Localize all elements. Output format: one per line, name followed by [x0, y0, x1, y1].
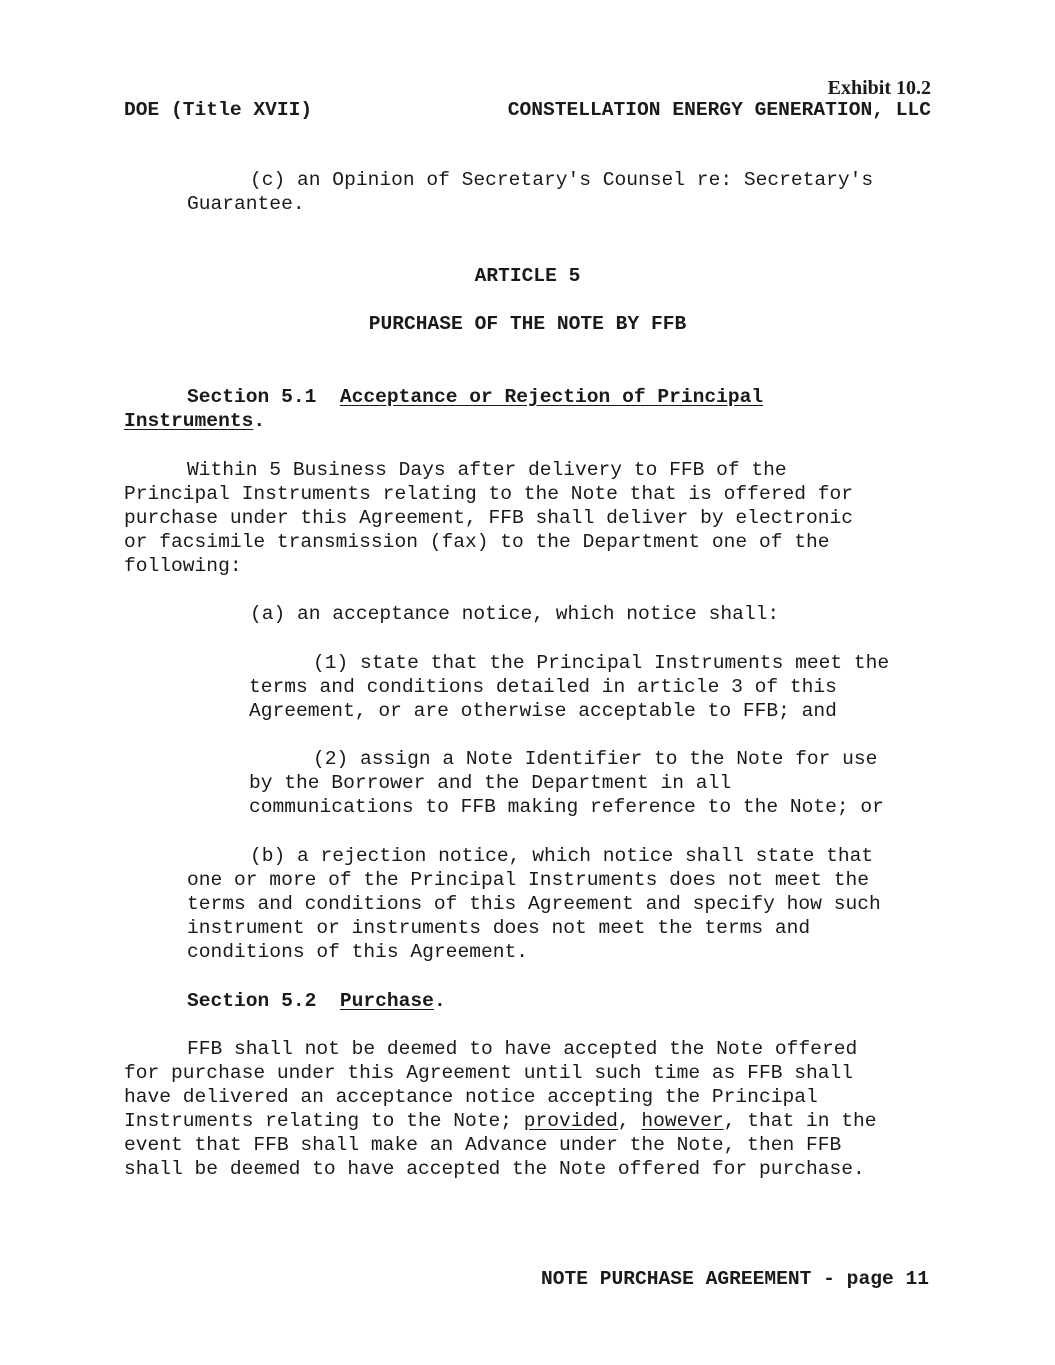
item-b-line: terms and conditions of this Agreement and specify how such — [187, 893, 881, 915]
section-5-1-body-line: purchase under this Agreement, FFB shall deliver by electronic — [124, 507, 854, 529]
intro-item-line-1: (c) an Opinion of Secretary's Counsel re: Secretary's — [250, 169, 874, 191]
exhibit-label: Exhibit 10.2 — [827, 77, 931, 99]
article-number: ARTICLE 5 — [474, 265, 581, 287]
item-a1-line: Agreement, or are otherwise acceptable to FFB; and — [249, 700, 837, 722]
section-5-1-heading — [187, 385, 763, 409]
body-text: , — [617, 1110, 642, 1132]
section-5-1-title-line-1: Acceptance or Rejection of Principal — [339, 386, 764, 408]
provided-term: provided — [523, 1110, 618, 1132]
section-5-1-heading-cont — [124, 409, 265, 433]
section-5-2-title-period: . — [433, 990, 446, 1012]
section-5-1-label: Section 5.1 — [187, 386, 317, 408]
item-a1-line: terms and conditions detailed in article 3 of this — [249, 676, 837, 698]
body-text: Instruments relating to the Note; — [124, 1110, 524, 1132]
section-5-1-title-period: . — [253, 410, 266, 432]
intro-item-line-2: Guarantee. — [187, 193, 305, 215]
item-b-line: (b) a rejection notice, which notice shall state that — [250, 845, 874, 867]
section-5-1-body-line: Principal Instruments relating to the Note that is offered for — [124, 483, 854, 505]
section-5-2-body-line: FFB shall not be deemed to have accepted the Note offered — [187, 1038, 858, 1060]
item-a2-line: by the Borrower and the Department in all — [249, 772, 732, 794]
section-5-2-label: Section 5.2 — [187, 990, 317, 1012]
section-5-2-body-line-4 — [124, 1109, 877, 1133]
header-right: CONSTELLATION ENERGY GENERATION, LLC — [507, 99, 931, 121]
item-a2-line: communications to FFB making reference to the Note; or — [249, 796, 884, 818]
item-b-line: one or more of the Principal Instruments does not meet the — [187, 869, 869, 891]
item-a2-line: (2) assign a Note Identifier to the Note for use — [313, 748, 878, 770]
section-5-1-body-line: Within 5 Business Days after delivery to FFB of the — [187, 459, 787, 481]
body-text: , that in the — [723, 1110, 877, 1132]
section-5-2-body-line: shall be deemed to have accepted the Note offered for purchase. — [124, 1158, 865, 1180]
item-b-line: instrument or instruments does not meet the terms and — [187, 917, 811, 939]
section-5-1-body-line: following: — [124, 555, 242, 577]
section-5-2-title: Purchase — [339, 990, 434, 1012]
page-footer: NOTE PURCHASE AGREEMENT - page 11 — [540, 1268, 929, 1290]
section-5-1-body-line: or facsimile transmission (fax) to the Department one of the — [124, 531, 830, 553]
section-5-2-body-line: for purchase under this Agreement until such time as FFB shall — [124, 1062, 854, 1084]
section-5-2-heading — [187, 989, 446, 1013]
however-term: however — [641, 1110, 724, 1132]
article-title: PURCHASE OF THE NOTE BY FFB — [368, 313, 687, 335]
section-5-2-body-line: event that FFB shall make an Advance under the Note, then FFB — [124, 1134, 842, 1156]
section-5-1-title-line-2: Instruments — [124, 410, 254, 432]
section-5-2-body-line: have delivered an acceptance notice accepting the Principal — [124, 1086, 818, 1108]
header-left: DOE (Title XVII) — [124, 99, 313, 121]
item-b-line: conditions of this Agreement. — [187, 941, 528, 963]
item-a1-line: (1) state that the Principal Instruments meet the — [313, 652, 890, 674]
item-a: (a) an acceptance notice, which notice shall: — [250, 603, 780, 625]
